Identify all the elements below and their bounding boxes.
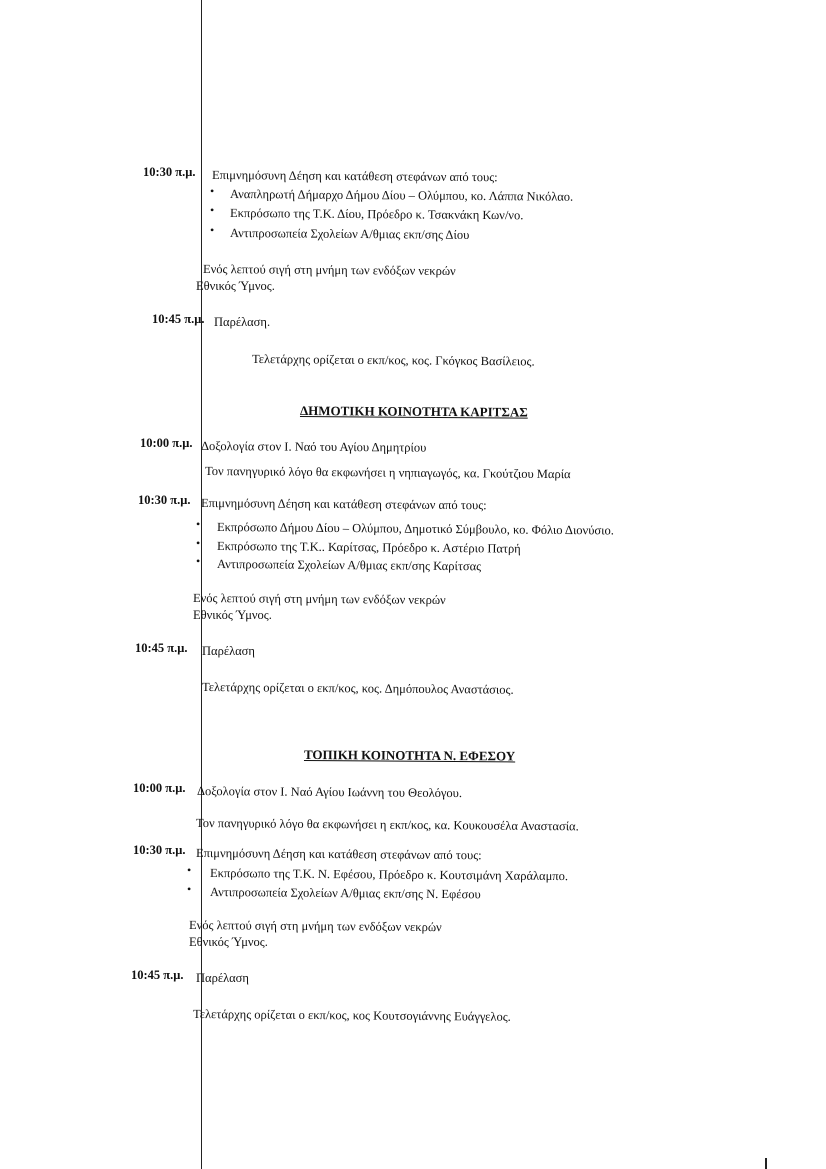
festive-speech: Τον πανηγυρικό λόγο θα εκφωνήσει η νηπιαγωγός, κα. Γκούτζιου Μαρία: [204, 464, 571, 482]
moment-of-silence: Ενός λεπτού σιγή στη μνήμη των ενδόξων νεκρών: [202, 262, 456, 278]
festive-speech: Τον πανηγυρικό λόγο θα εκφωνήσει η εκπ/κος, κα. Κουκουσέλα Αναστασία.: [195, 816, 579, 834]
section-heading: ΤΟΠΙΚΗ ΚΟΙΝΟΤΗΤΑ Ν. ΕΦΕΣΟΥ: [303, 747, 516, 764]
parade: Παρέλαση.: [214, 315, 271, 329]
time-1030: 10:30 π.μ.: [133, 843, 186, 857]
list-item: Εκπρόσωπο της Τ.Κ.. Καρίτσας, Πρόεδρο κ. Αστέριο Πατρή: [216, 539, 521, 556]
bullet-icon: •: [210, 203, 215, 217]
doxology: Δοξολογία στον Ι. Ναό Αγίου Ιωάννη του Θεολόγου.: [196, 784, 463, 801]
doxology: Δοξολογία στον Ι. Ναό του Αγίου Δημητρίου: [200, 439, 427, 455]
national-anthem: Εθνικός Ύμνος.: [193, 608, 272, 622]
bullet-icon: •: [210, 223, 215, 237]
bullet-icon: •: [187, 863, 192, 877]
moment-of-silence: Ενός λεπτού σιγή στη μνήμη των ενδόξων νεκρών: [188, 918, 442, 935]
time-1045: 10:45 π.μ.: [131, 968, 184, 982]
wreath-intro: Επιμνημόσυνη Δέηση και κατάθεση στεφάνων από τους:: [195, 846, 482, 863]
moment-of-silence: Ενός λεπτού σιγή στη μνήμη των ενδόξων νεκρών: [192, 591, 446, 607]
wreath-intro: Επιμνημόσυνη Δέηση και κατάθεση στεφάνων από τους:: [211, 168, 498, 185]
parade: Παρέλαση: [202, 644, 255, 658]
national-anthem: Εθνικός Ύμνος.: [196, 279, 275, 293]
national-anthem: Εθνικός Ύμνος.: [189, 935, 268, 949]
time-1030: 10:30 π.μ.: [143, 165, 196, 179]
bullet-icon: •: [210, 184, 215, 198]
time-1045: 10:45 π.μ.: [152, 312, 205, 326]
bullet-icon: •: [187, 882, 192, 896]
list-item: Εκπρόσωπο της Τ.Κ. Ν. Εφέσου, Πρόεδρο κ. Κουτσιμάνη Χαράλαμπο.: [209, 866, 569, 884]
wreath-intro: Επιμνημόσυνη Δέηση και κατάθεση στεφάνων από τους:: [200, 496, 487, 513]
master-of-ceremonies: Τελετάρχης ορίζεται ο εκπ/κος, κος Κουτσογιάννης Ευάγγελος.: [192, 1007, 511, 1024]
list-item: Εκπρόσωπο της Τ.Κ. Δίου, Πρόεδρο κ. Τσακνάκη Κων/νο.: [229, 206, 524, 223]
time-1000: 10:00 π.μ.: [140, 436, 193, 450]
scan-margin-line: [201, 0, 202, 1169]
list-item: Αντιπροσωπεία Σχολείων Α/θμιας εκπ/σης Δίου: [229, 226, 470, 242]
master-of-ceremonies: Τελετάρχης ορίζεται ο εκπ/κος, κος. Δημόπουλος Αναστάσιος.: [201, 680, 514, 697]
bullet-icon: •: [196, 554, 201, 568]
bullet-icon: •: [196, 517, 201, 531]
parade: Παρέλαση: [196, 971, 249, 985]
time-1000: 10:00 π.μ.: [133, 781, 186, 795]
time-1045: 10:45 π.μ.: [135, 641, 188, 655]
list-item: Αναπληρωτή Δήμαρχο Δήμου Δίου – Ολύμπου, κο. Λάππα Νικόλαο.: [229, 187, 574, 204]
time-1030: 10:30 π.μ.: [138, 493, 191, 507]
section-heading: ΔΗΜΟΤΙΚΗ ΚΟΙΝΟΤΗΤΑ ΚΑΡΙΤΣΑΣ: [299, 403, 528, 420]
master-of-ceremonies: Τελετάρχης ορίζεται ο εκπ/κος, κος. Γκόγκος Βασίλειος.: [251, 352, 535, 369]
bullet-icon: •: [196, 536, 201, 550]
list-item: Αντιπροσωπεία Σχολείων Α/θμιας εκπ/σης Καρίτσας: [216, 557, 482, 574]
scan-corner-mark: [765, 1158, 767, 1169]
list-item: Εκπρόσωπο Δήμου Δίου – Ολύμπου, Δημοτικό Σύμβουλο, κο. Φόλιο Διονύσιο.: [216, 520, 614, 538]
list-item: Αντιπροσωπεία Σχολείων Α/θμιας εκπ/σης Ν. Εφέσου: [209, 885, 481, 902]
